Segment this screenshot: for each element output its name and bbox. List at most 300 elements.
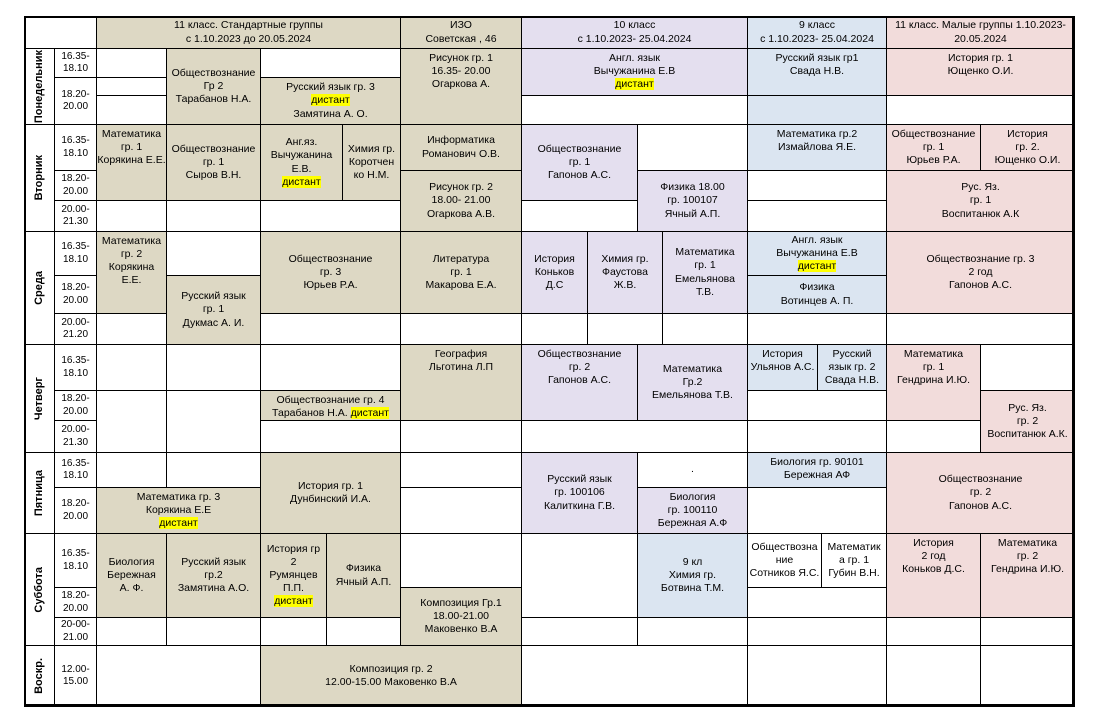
time-slot — [54, 344, 97, 391]
cell-text-line: Композиция Гр.1 — [420, 596, 502, 609]
cell-text-line: Свада Н.В. — [824, 374, 880, 387]
class-block — [637, 452, 748, 488]
class-block — [886, 170, 1075, 232]
cell-text-line: 16.35- — [61, 50, 90, 62]
class-block — [96, 124, 167, 201]
time-slot — [54, 452, 97, 488]
time-slot — [54, 420, 97, 453]
header-standard-groups — [96, 16, 401, 49]
cell-text-line — [311, 94, 349, 107]
empty-cell — [326, 617, 401, 646]
cell-text-line: 18.20- — [61, 88, 90, 100]
header-grade-9 — [747, 16, 887, 49]
cell-text-line: . — [691, 463, 694, 476]
class-block — [747, 452, 887, 488]
empty-cell — [637, 617, 748, 646]
class-block — [747, 231, 887, 276]
class-block — [260, 124, 343, 201]
empty-cell — [96, 313, 167, 345]
cell-text-line: Русский язык — [547, 473, 612, 486]
cell-text-line: гр. 1 — [969, 194, 992, 207]
cell-text-line: 20.00 — [62, 510, 89, 522]
cell-text-line: Биология гр. 90101 — [770, 456, 864, 468]
cell-text-line: 21.30 — [62, 436, 89, 448]
cell-text-line: Биология — [108, 555, 155, 568]
cell-text-line: Ботвина Т.М. — [660, 582, 725, 595]
cell-text-line: Обществозна — [751, 540, 818, 553]
day-name: Пятница — [32, 469, 45, 517]
cell-text-line: Русский — [832, 348, 872, 360]
cell-text-line: Вотинцев А. П. — [780, 294, 854, 307]
cell-text-line: ко Н.М. — [353, 169, 390, 182]
cell-text-line: Математика — [662, 362, 723, 375]
empty-cell — [521, 645, 748, 707]
cell-text-line: Огаркова А.В. — [426, 207, 496, 220]
cell-text-line: гр. 100107 — [667, 194, 718, 207]
cell-text-line: Обществознание — [288, 252, 373, 265]
class-block — [400, 170, 522, 232]
cell-text-line: Советская , 46 — [425, 32, 497, 45]
cell-text-line: а гр. 1 — [838, 553, 870, 566]
cell-text-line: Обществознание гр. 3 — [926, 252, 1035, 265]
empty-cell — [521, 95, 748, 125]
empty-cell — [980, 617, 1075, 646]
day-name: Воскр. — [32, 658, 45, 694]
cell-text-line: Бережная АФ — [783, 469, 851, 482]
empty-cell — [400, 420, 522, 453]
class-block — [637, 170, 748, 232]
cell-text-line: Емельянова — [675, 272, 735, 285]
cell-text-line: 20.00 — [62, 602, 89, 614]
cell-text-line: Ющенко О.И. — [994, 154, 1061, 167]
distance-highlight: дистант — [159, 517, 198, 530]
empty-cell — [980, 344, 1075, 391]
empty-cell — [886, 645, 981, 707]
cell-text-line: 9 кл — [682, 555, 703, 568]
cell-text-line: Фаустова — [602, 265, 648, 278]
cell-text-line: Гендрина И.Ю. — [991, 563, 1064, 576]
time-slot — [54, 390, 97, 421]
cell-text-line: Корякина Е.Е. — [97, 154, 166, 167]
time-slot — [54, 487, 97, 534]
empty-cell — [747, 645, 887, 707]
cell-text-line: Тарабанов Н.А. — [175, 93, 252, 106]
empty-cell — [521, 533, 638, 618]
cell-text-line: 18.00- 21.00 — [431, 194, 491, 207]
cell-text-line: 11 класс. Стандартные группы — [174, 19, 323, 32]
cell-text-line: Е.В. — [291, 162, 312, 175]
distance-highlight: дистант — [282, 175, 321, 188]
time-slot — [54, 231, 97, 276]
empty-cell — [521, 200, 638, 232]
cell-text-line: язык гр. 2 — [828, 361, 876, 374]
cell-text-line: Рус. Яз. — [1008, 401, 1047, 414]
empty-cell — [96, 617, 167, 646]
empty-cell — [400, 533, 522, 588]
class-block — [886, 533, 981, 618]
cell-text-line: Гр 2 — [203, 79, 224, 92]
cell-text-line: гр. 2 — [1016, 550, 1039, 563]
class-block — [521, 124, 638, 201]
class-block — [980, 124, 1075, 171]
empty-cell — [637, 124, 748, 171]
cell-text-line: Корякина — [108, 261, 155, 274]
empty-cell — [747, 487, 887, 534]
class-block — [166, 48, 261, 125]
time-slot — [54, 617, 97, 646]
class-block — [886, 48, 1075, 96]
cell-text-line: 16.35- 20.00 — [431, 65, 491, 78]
cell-text-line: Обществознание — [537, 348, 622, 360]
cell-text-line: Анг.яз. — [285, 136, 318, 149]
empty-cell — [166, 617, 261, 646]
cell-text-line: 2 год — [968, 265, 993, 278]
empty-cell — [260, 617, 327, 646]
cell-text-line: 18.10 — [62, 367, 89, 379]
cell-text-line: 20.00- — [61, 424, 90, 435]
cell-text-line: Англ. язык — [608, 52, 660, 64]
header-grade-10 — [521, 16, 748, 49]
class-block — [747, 124, 887, 171]
day-label — [24, 533, 55, 646]
empty-cell — [980, 645, 1075, 707]
cell-text-line: Рисунок гр. 1 — [429, 52, 493, 64]
cell-text-line: ние — [775, 553, 794, 566]
cell-text-line: гр. 1 — [568, 155, 591, 168]
class-block — [747, 533, 822, 588]
class-block — [326, 533, 401, 618]
cell-text-line — [798, 260, 836, 273]
class-block — [400, 124, 522, 171]
cell-text-line: Льготина Л.П — [428, 361, 494, 374]
empty-cell — [747, 170, 887, 201]
day-name: Суббота — [32, 566, 45, 613]
cell-text-line: Замятина А. О. — [293, 107, 368, 120]
cell-text-line: Русский язык — [181, 290, 246, 303]
class-block — [96, 487, 261, 534]
class-block — [886, 452, 1075, 534]
distance-highlight: дистант — [615, 78, 654, 91]
cell-text-line: Рисунок гр. 2 — [429, 181, 493, 194]
class-block — [521, 344, 638, 421]
class-block — [400, 344, 522, 421]
cell-text-line: Дунбинский И.А. — [290, 493, 371, 505]
empty-cell — [260, 420, 401, 453]
class-block — [260, 390, 401, 421]
cell-text-line: Губин В.Н. — [828, 567, 880, 580]
cell-text-line: История — [762, 348, 803, 360]
cell-text-line: 18.10 — [62, 560, 89, 572]
class-block — [96, 533, 167, 618]
empty-cell — [96, 200, 167, 232]
cell-text-line: 20.00 — [62, 405, 89, 417]
cell-text-line: Ющенко О.И. — [947, 65, 1014, 78]
cell-text-line: Замятина А.О. — [177, 582, 250, 595]
empty-cell — [400, 313, 522, 345]
cell-text-line: Воспитанюк А.К. — [987, 428, 1068, 441]
cell-text-line: гр. 1 — [694, 259, 716, 272]
cell-text-line: 20.00 — [62, 101, 89, 112]
time-slot — [54, 587, 97, 618]
empty-cell — [166, 200, 261, 232]
cell-text-line: Математика — [675, 246, 735, 259]
cell-text-line: Ячный А.П. — [664, 207, 721, 220]
distance-highlight: дистант — [311, 94, 350, 107]
cell-text-line: Маковенко В.А — [424, 623, 498, 636]
empty-cell — [400, 452, 522, 488]
cell-text-line: 2 — [290, 555, 297, 568]
class-block — [637, 487, 748, 534]
cell-text-line: Гапонов А.С. — [547, 169, 611, 182]
class-block — [637, 533, 748, 618]
empty-cell — [166, 231, 261, 276]
class-block — [166, 275, 261, 345]
cell-text-line: Математик — [827, 540, 881, 553]
cell-text-line: Математика — [903, 348, 964, 360]
cell-text-line: 10 класс — [613, 19, 656, 32]
empty-cell — [521, 420, 748, 453]
cell-text-line: 9 класс — [799, 19, 835, 32]
cell-text-line: Вычужанина Е.В — [776, 246, 858, 259]
empty-cell — [96, 390, 167, 453]
class-block — [637, 344, 748, 421]
empty-cell — [747, 313, 887, 345]
cell-text-line: Композиция гр. 2 — [349, 662, 433, 675]
cell-text-line: гр. 1 — [202, 155, 225, 168]
empty-cell — [260, 344, 401, 391]
cell-text-line: гр. 1 — [120, 141, 143, 154]
cell-text-line: 12.00-15.00 Маковенко В.А — [325, 676, 457, 688]
empty-cell — [96, 77, 167, 96]
cell-text-line: Биология — [669, 490, 716, 503]
cell-text-line: История гр — [266, 542, 321, 555]
class-block — [587, 231, 663, 314]
day-label — [24, 452, 55, 534]
cell-text-line: гр. 2. — [1015, 140, 1040, 153]
cell-text-line: 20.00- — [61, 316, 90, 328]
cell-text-line: География — [434, 348, 488, 360]
day-label — [24, 124, 55, 232]
cell-text-line: гр. 1 — [202, 303, 225, 316]
cell-text-line: гр. 2 — [120, 248, 143, 261]
class-block — [662, 231, 748, 314]
cell-text-line: Румянцев — [269, 568, 318, 581]
day-label — [24, 645, 55, 707]
class-block — [747, 48, 887, 96]
cell-text-line: Англ. язык — [791, 233, 843, 246]
empty-cell — [260, 313, 401, 345]
cell-text-line: Сотников Я.С. — [749, 567, 820, 580]
cell-text-line: 18.10 — [62, 63, 89, 74]
cell-text-line: 16.35- — [61, 355, 90, 366]
class-block — [260, 77, 401, 125]
cell-text-line: Русский язык — [181, 555, 246, 568]
cell-text-line: Обществознание — [537, 142, 622, 155]
class-block — [260, 231, 401, 314]
cell-text-line: с 1.10.2023 до 20.05.2024 — [185, 32, 312, 45]
class-block — [400, 587, 522, 646]
cell-text-line: 12.00- — [61, 663, 90, 675]
cell-text-line: Бережная А.Ф — [657, 517, 728, 530]
class-block — [260, 533, 327, 618]
cell-text-line: История — [534, 252, 575, 265]
cell-text-line — [274, 595, 312, 608]
class-block — [886, 124, 981, 171]
cell-text-line — [159, 517, 197, 530]
distance-highlight: дистант — [797, 260, 837, 273]
empty-cell — [886, 313, 1075, 345]
cell-text-line: Коньков — [534, 265, 575, 278]
class-block — [747, 275, 887, 314]
cell-text-line: Химия гр. — [601, 252, 649, 265]
time-slot — [54, 200, 97, 232]
cell-text-line: 16.35- — [61, 135, 90, 146]
cell-text-line: 20-00- — [61, 619, 90, 630]
distance-highlight: дистант — [350, 407, 389, 420]
class-block — [400, 231, 522, 314]
cell-text-line: Рус. Яз. — [961, 181, 1000, 194]
empty-cell — [662, 313, 748, 345]
cell-text-line: Математика — [101, 235, 162, 247]
class-block — [521, 452, 638, 534]
empty-cell — [260, 200, 401, 232]
empty-cell — [886, 617, 981, 646]
cell-text-line: П.П. — [283, 582, 304, 595]
header-izo — [400, 16, 522, 49]
empty-cell — [166, 452, 261, 488]
cell-text-line: История гр. 1 — [298, 479, 363, 492]
cell-text-line: гр. 2 — [969, 486, 992, 499]
cell-text-line: Емельянова Т.В. — [652, 389, 733, 402]
cell-text-line — [282, 176, 320, 189]
day-label — [24, 231, 55, 345]
cell-text-line: Корякина Е.Е — [145, 503, 212, 516]
cell-text-line: 21.30 — [62, 216, 89, 227]
cell-text-line — [615, 78, 653, 91]
cell-text-line: Юрьев Р.А. — [906, 154, 961, 167]
day-label — [24, 344, 55, 453]
time-slot — [54, 275, 97, 314]
empty-cell — [260, 48, 401, 78]
cell-text-line: Дукмас А. И. — [182, 316, 245, 329]
cell-text-line: Обществознание — [938, 473, 1023, 486]
class-block — [821, 533, 887, 588]
cell-text-line: Тарабанов Н.А. дистант — [272, 407, 389, 420]
cell-text-line: ИЗО — [450, 19, 472, 32]
cell-text-line: 18.10 — [62, 147, 89, 159]
cell-text-line: 20.00- — [61, 203, 90, 215]
cell-text-line: 16.35- — [61, 241, 90, 252]
cell-text-line: Свада Н.В. — [789, 65, 845, 78]
empty-cell — [747, 617, 887, 646]
empty-cell — [886, 420, 981, 453]
cell-text-line: 18.20- — [61, 590, 90, 601]
empty-cell — [96, 48, 167, 78]
cell-text-line: 20.00 — [62, 294, 89, 306]
cell-text-line: гр. 2 — [1016, 414, 1039, 427]
cell-text-line: гр. 3 — [319, 265, 342, 278]
time-slot — [54, 170, 97, 201]
cell-text-line: Русский язык гр1 — [775, 52, 859, 64]
time-slot — [54, 313, 97, 345]
cell-text-line: Математика — [101, 128, 162, 140]
cell-text-line: 20.00 — [62, 185, 89, 197]
cell-text-line: гр. 100110 — [667, 503, 718, 516]
empty-cell — [400, 487, 522, 534]
cell-text-line: Обществознание — [171, 66, 256, 79]
cell-text-line: гр. 2 — [568, 361, 591, 374]
class-block — [400, 48, 522, 125]
header-small-groups — [886, 16, 1075, 49]
cell-text-line: История — [913, 537, 954, 549]
cell-text-line: гр.2 — [204, 568, 223, 581]
cell-text-line: 18.10 — [62, 470, 89, 481]
cell-text-line: 2 год — [921, 550, 946, 563]
cell-text-line: 18.00-21.00 — [432, 609, 490, 622]
cell-text-line: 21.20 — [62, 329, 89, 340]
cell-text-line: Ячный А.П. — [335, 575, 392, 588]
time-slot — [54, 124, 97, 171]
cell-text-line: История гр. 1 — [948, 52, 1013, 64]
day-name: Среда — [32, 271, 45, 305]
empty-cell — [747, 200, 887, 232]
empty-cell — [166, 390, 261, 453]
cell-text-line: с 1.10.2023- 25.04.2024 — [760, 32, 874, 45]
cell-text-line: Макарова Е.А. — [425, 279, 497, 292]
empty-cell — [886, 95, 1075, 125]
class-block — [166, 124, 261, 201]
time-slot — [54, 48, 97, 78]
distance-highlight: дистант — [274, 595, 313, 608]
cell-text-line: Гапонов А.С. — [948, 499, 1012, 512]
class-block — [817, 344, 887, 391]
empty-cell — [747, 95, 887, 125]
cell-text-line: Математика гр.2 — [776, 128, 858, 140]
cell-text-line: 16.35- — [61, 548, 90, 559]
empty-cell — [747, 420, 887, 453]
time-slot — [54, 77, 97, 125]
cell-text-line: Бережная — [107, 568, 156, 581]
cell-text-line: 16.35- — [61, 457, 90, 469]
cell-text-line: Физика — [345, 562, 382, 575]
cell-text-line: Физика 18.00 — [660, 181, 725, 194]
empty-cell — [96, 645, 261, 707]
cell-text-line: Воспитанюк А.К — [941, 207, 1020, 220]
empty-cell — [96, 344, 167, 391]
class-block — [521, 48, 748, 96]
cell-text-line: Гапонов А.С. — [547, 374, 611, 387]
cell-text-line: Обществознание — [891, 127, 976, 140]
cell-text-line: Русский язык гр. 3 — [286, 81, 375, 94]
cell-text-line: Математика гр. 3 — [136, 490, 221, 503]
class-block — [980, 533, 1075, 618]
cell-text-line: Сыров В.Н. — [185, 169, 242, 182]
cell-text-line: 15.00 — [62, 676, 89, 687]
cell-text-line: Коньков Д.С. — [902, 563, 965, 576]
cell-text-line: Огаркова А. — [431, 78, 491, 91]
cell-text-line: 18.20- — [61, 282, 90, 293]
class-block — [342, 124, 401, 201]
empty-cell — [96, 452, 167, 488]
cell-text-line: 11 класс. Малые группы 1.10.2023- — [895, 19, 1066, 32]
class-block — [96, 231, 167, 314]
cell-text-line: Физика — [799, 281, 835, 294]
class-block — [747, 344, 818, 391]
empty-cell — [521, 617, 638, 646]
cell-text-line: Измайлова Я.Е. — [777, 141, 856, 154]
cell-text-line: гр. 1 — [450, 265, 472, 278]
empty-cell — [521, 313, 588, 345]
